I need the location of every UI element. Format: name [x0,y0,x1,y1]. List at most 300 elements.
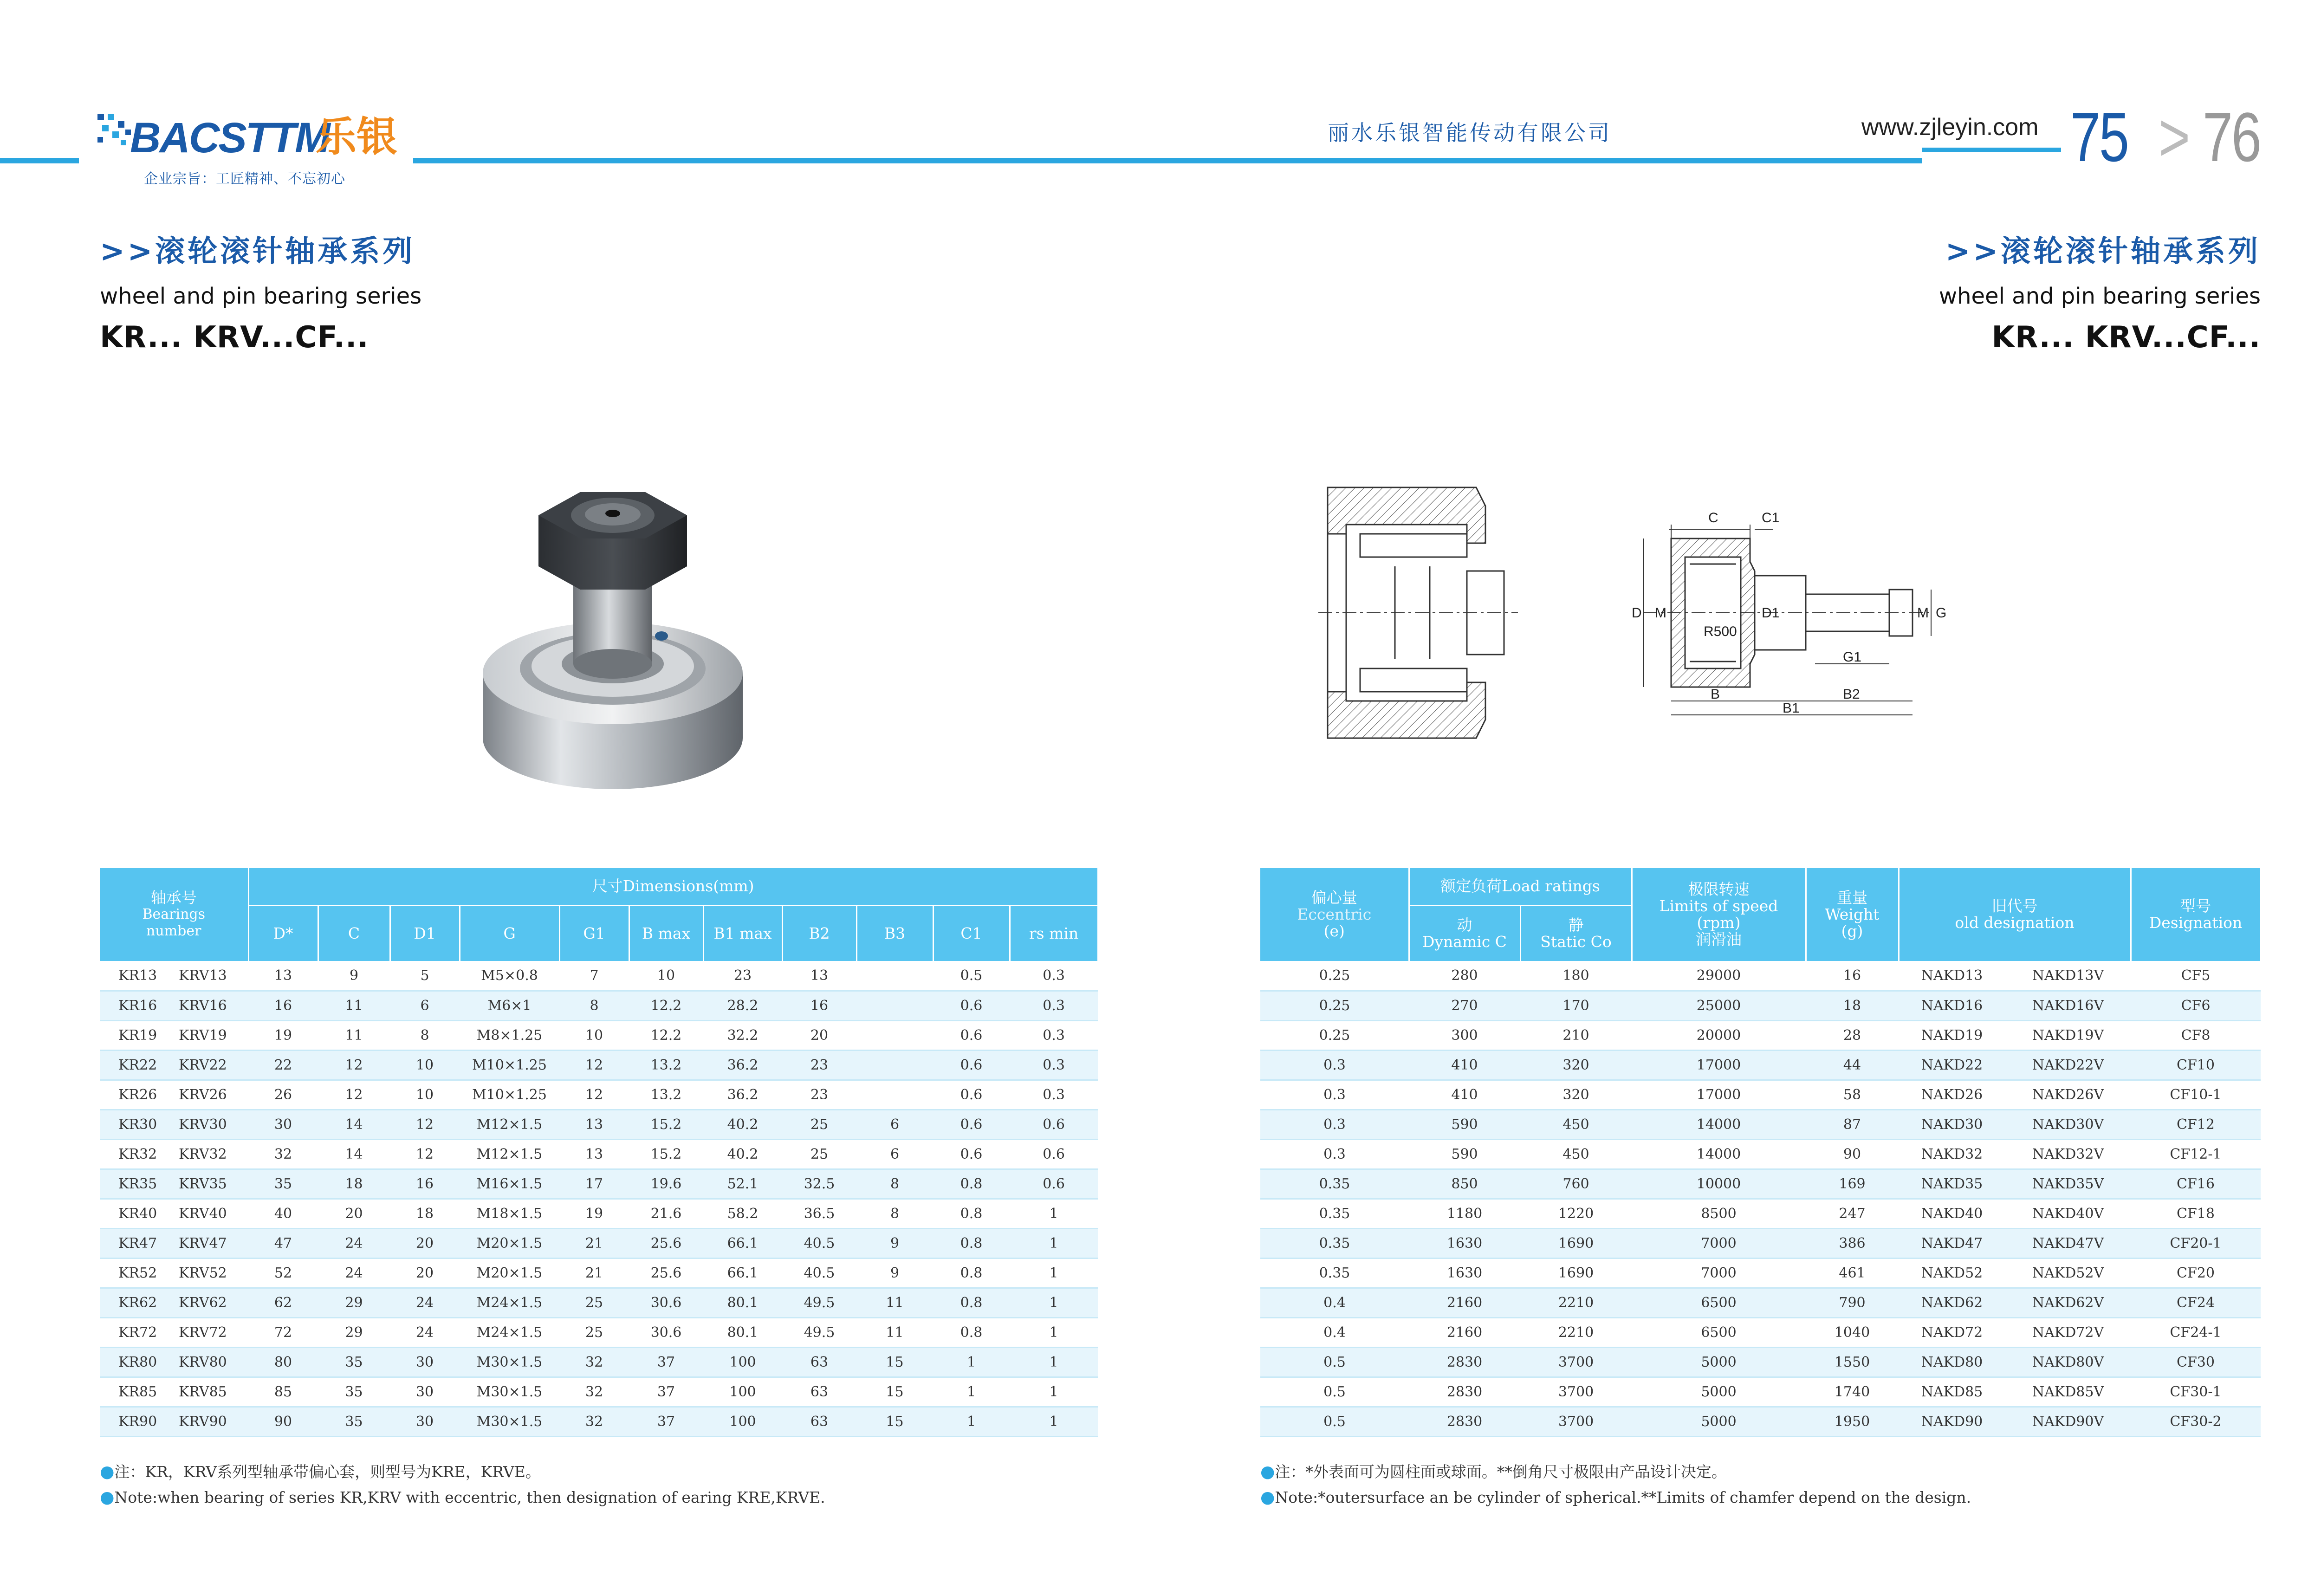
table-cell: 14 [318,1109,390,1139]
table-cell: 29 [318,1288,390,1317]
table-cell: NAKD30 [1899,1109,2005,1139]
table-cell: 18 [1806,991,1899,1020]
bearing-number-cell [100,1050,248,1080]
table-cell: NAKD22 [1899,1050,2005,1080]
table-cell: 40.2 [703,1109,782,1139]
table-row [1260,1377,2261,1407]
table-cell: 13 [248,961,318,991]
table-cell: 210 [1520,1020,1632,1050]
table-row [100,1317,1098,1347]
table-cell: 66.1 [703,1258,782,1288]
table-cell: 24 [318,1258,390,1288]
kr-number: KR90 [118,1413,157,1430]
krv-number: KRV22 [179,1057,227,1073]
table-row [1260,1139,2261,1169]
table-cell: 6 [856,1139,933,1169]
table-row [100,1288,1098,1317]
krv-number: KRV52 [179,1265,227,1281]
bearing-number-cell [100,1139,248,1169]
bearing-photo [464,478,761,817]
table-cell: NAKD32V [2005,1139,2131,1169]
table-cell: 410 [1409,1080,1520,1109]
table-cell: 1 [1010,1317,1098,1347]
table-cell: 40.5 [782,1258,856,1288]
table-cell: 1630 [1409,1228,1520,1258]
table-cell: 450 [1520,1139,1632,1169]
col-header-static [1520,905,1632,961]
note-right-en-text: Note:*outersurface an be cylinder of spherical.**Limits of chamfer depend on the design. [1275,1488,1971,1506]
table-cell: CF30-2 [2131,1407,2261,1436]
table-cell: 2160 [1409,1317,1520,1347]
table-cell: 11 [318,991,390,1020]
col-header-dim: B3 [856,905,933,961]
website: www.zjleyin.com [1861,114,2039,141]
table-cell: 2830 [1409,1377,1520,1407]
table-cell: 760 [1520,1169,1632,1199]
table-cell: 63 [782,1347,856,1377]
table-cell: 40.5 [782,1228,856,1258]
table-cell: 25 [559,1317,629,1347]
table-cell: 0.8 [933,1317,1010,1347]
table-row [100,1020,1098,1050]
bearing-number-cell [100,1109,248,1139]
table-cell: 10 [390,1050,460,1080]
table-cell: 40 [248,1199,318,1228]
col-header-dim: G [460,905,559,961]
kr-number: KR47 [118,1235,157,1252]
table-cell: 18 [390,1199,460,1228]
col-header-speed-unit: (rpm) [1697,914,1741,932]
table-cell: NAKD35 [1899,1169,2005,1199]
bearing-number-cell [100,1080,248,1109]
table-cell: 850 [1409,1169,1520,1199]
table-cell: 85 [248,1377,318,1407]
table-cell: 0.25 [1260,991,1409,1020]
table-cell: 17000 [1632,1080,1806,1109]
col-header-eccentric-unit: (e) [1323,922,1345,940]
table-cell: NAKD80 [1899,1347,2005,1377]
table-cell: 62 [248,1288,318,1317]
col-header-speed-en: Limits of speed [1659,897,1778,915]
table-cell: 18 [318,1169,390,1199]
technical-drawing [1318,478,2015,812]
col-header-dim: G1 [559,905,629,961]
table-cell: M10×1.25 [460,1050,559,1080]
table-cell: 270 [1409,991,1520,1020]
kr-number: KR32 [118,1146,157,1162]
table-cell: 2830 [1409,1347,1520,1377]
table-cell: 3700 [1520,1377,1632,1407]
header-rule-left [0,158,79,163]
table-cell: NAKD40 [1899,1199,2005,1228]
table-cell: CF5 [2131,961,2261,991]
table-cell: 410 [1409,1050,1520,1080]
table-cell: 5000 [1632,1407,1806,1436]
table-cell: 66.1 [703,1228,782,1258]
table-cell: 24 [390,1317,460,1347]
col-header-dim: rs min [1010,905,1098,961]
note-right-cn-text: 注：*外表面可为圆柱面或球面。**倒角尺寸极限由产品设计决定。 [1275,1463,1727,1481]
table-cell: 15 [856,1377,933,1407]
page-number-left: 75 [2070,98,2128,176]
col-header-dim: D1 [390,905,460,961]
kr-number: KR72 [118,1324,157,1341]
table-cell: 52 [248,1258,318,1288]
logo-cn: 乐银 [316,113,398,161]
table-cell [856,1080,933,1109]
table-cell: 0.3 [1260,1139,1409,1169]
kr-number: KR52 [118,1265,157,1281]
table-cell: 1690 [1520,1258,1632,1288]
kr-number: KR80 [118,1354,157,1370]
section-title-en-left: wheel and pin bearing series [100,283,422,309]
kr-number: KR62 [118,1294,157,1311]
section-models-left: KR... KRV...CF... [100,320,369,355]
bearing-number-cell [100,1377,248,1407]
bearing-number-cell [100,1407,248,1436]
table-cell: 87 [1806,1109,1899,1139]
table-cell: 7000 [1632,1228,1806,1258]
bearing-number-cell [100,1288,248,1317]
table-cell: 0.4 [1260,1317,1409,1347]
table-cell: NAKD90V [2005,1407,2131,1436]
table-cell: NAKD85V [2005,1377,2131,1407]
table-cell: 26 [248,1080,318,1109]
table-cell: 12 [390,1109,460,1139]
col-header-model-en: Designation [2149,914,2243,932]
table-cell: NAKD13 [1899,961,2005,991]
table-cell: NAKD26V [2005,1080,2131,1109]
bearing-number-cell [100,1169,248,1199]
table-cell: 35 [318,1407,390,1436]
table-cell: 790 [1806,1288,1899,1317]
table-cell: 23 [703,961,782,991]
table-cell: 36.2 [703,1050,782,1080]
table-cell: 2830 [1409,1407,1520,1436]
table-cell: 23 [782,1080,856,1109]
table-cell: CF24-1 [2131,1317,2261,1347]
table-cell: NAKD47V [2005,1228,2131,1258]
table-cell: NAKD40V [2005,1199,2131,1228]
table-cell: 15.2 [629,1139,703,1169]
dimensions-table [100,868,1099,1437]
table-cell: 12 [559,1050,629,1080]
table-cell: 30.6 [629,1288,703,1317]
table-cell: 0.6 [933,1139,1010,1169]
kr-number: KR40 [118,1205,157,1222]
krv-number: KRV90 [179,1413,227,1430]
table-cell: 30.6 [629,1317,703,1347]
table-cell: NAKD52V [2005,1258,2131,1288]
col-header-load: 额定负荷Load ratings [1409,868,1632,905]
table-cell: 320 [1520,1080,1632,1109]
table-cell: 35 [318,1377,390,1407]
table-cell: CF18 [2131,1199,2261,1228]
table-cell: 1 [933,1377,1010,1407]
table-cell: 6 [856,1109,933,1139]
table-cell: M5×0.8 [460,961,559,991]
drawing-label-B1: B1 [1783,701,1800,716]
table-row [1260,1169,2261,1199]
drawing-label-D1: D1 [1762,605,1780,621]
col-header-static-en: Static Co [1540,932,1612,951]
table-cell: 450 [1520,1109,1632,1139]
table-cell: NAKD72 [1899,1317,2005,1347]
table-cell: 0.5 [933,961,1010,991]
table-cell: CF20 [2131,1258,2261,1288]
table-cell: CF10-1 [2131,1080,2261,1109]
table-cell: 12.2 [629,991,703,1020]
table-cell: NAKD80V [2005,1347,2131,1377]
kr-number: KR85 [118,1383,157,1400]
table-row [100,1169,1098,1199]
table-cell: NAKD72V [2005,1317,2131,1347]
table-cell: 90 [248,1407,318,1436]
table-cell: 32 [559,1377,629,1407]
table-cell: 0.3 [1260,1080,1409,1109]
drawing-label-D: D [1632,605,1642,621]
kr-number: KR19 [118,1027,157,1044]
table-cell: 30 [390,1347,460,1377]
table-cell: 1220 [1520,1199,1632,1228]
kr-number: KR30 [118,1116,157,1133]
col-header-dynamic [1409,905,1520,961]
table-row [100,1258,1098,1288]
table-cell: 0.6 [1010,1109,1098,1139]
table-cell: 37 [629,1407,703,1436]
table-cell: NAKD90 [1899,1407,2005,1436]
table-cell: 5000 [1632,1377,1806,1407]
table-cell: 16 [782,991,856,1020]
table-cell: 28.2 [703,991,782,1020]
table-cell: 100 [703,1407,782,1436]
table-row [100,1407,1098,1436]
table-cell: CF10 [2131,1050,2261,1080]
table-cell: 25000 [1632,991,1806,1020]
table-cell: M16×1.5 [460,1169,559,1199]
table-cell: 5 [390,961,460,991]
drawing-label-B2: B2 [1843,687,1860,702]
table-row [1260,1020,2261,1050]
col-header-eccentric-cn: 偏心量 [1311,889,1357,907]
table-cell: 100 [703,1377,782,1407]
table-cell: M18×1.5 [460,1199,559,1228]
table-cell: 0.6 [933,1050,1010,1080]
table-cell: 35 [318,1347,390,1377]
left-table-subheader [100,905,1098,961]
table-cell: M10×1.25 [460,1080,559,1109]
section-title-en-right: wheel and pin bearing series [1938,283,2261,309]
table-cell: 0.6 [1010,1139,1098,1169]
page-number-right: 76 [2203,98,2260,176]
bearing-number-cell [100,1020,248,1050]
col-header-bearing-en1: Bearings [142,906,206,922]
table-cell: 30 [248,1109,318,1139]
table-cell: 0.8 [933,1199,1010,1228]
table-cell: NAKD16 [1899,991,2005,1020]
table-cell: 49.5 [782,1288,856,1317]
table-cell: 72 [248,1317,318,1347]
table-cell: 386 [1806,1228,1899,1258]
col-header-speed-cn: 极限转速 [1688,880,1750,898]
col-header-eccentric [1260,868,1409,961]
table-cell: 0.3 [1010,1020,1098,1050]
table-cell: 11 [856,1317,933,1347]
krv-number: KRV19 [179,1027,227,1044]
table-cell [856,961,933,991]
table-row [100,1050,1098,1080]
table-cell: 0.5 [1260,1377,1409,1407]
table-cell: M12×1.5 [460,1139,559,1169]
table-cell: 2160 [1409,1288,1520,1317]
table-cell: 0.6 [1010,1169,1098,1199]
table-cell: 9 [856,1258,933,1288]
krv-number: KRV85 [179,1383,227,1400]
table-cell: 0.25 [1260,961,1409,991]
table-cell: 28 [1806,1020,1899,1050]
table-cell: 29000 [1632,961,1806,991]
table-cell: 8 [856,1169,933,1199]
table-cell: M20×1.5 [460,1258,559,1288]
table-cell: 63 [782,1377,856,1407]
table-cell: 80.1 [703,1317,782,1347]
table-row [1260,1199,2261,1228]
note-left-cn: ●注：KR，KRV系列型轴承带偏心套，则型号为KRE，KRVE。 [100,1462,541,1481]
table-row [100,1228,1098,1258]
table-cell: CF20-1 [2131,1228,2261,1258]
table-cell: NAKD85 [1899,1377,2005,1407]
table-cell: CF16 [2131,1169,2261,1199]
table-cell: 8 [856,1199,933,1228]
col-header-weight-unit: (g) [1841,922,1863,940]
table-cell: NAKD52 [1899,1258,2005,1288]
table-cell: 32.2 [703,1020,782,1050]
table-cell: 0.3 [1010,991,1098,1020]
table-cell: 15 [856,1347,933,1377]
table-cell: NAKD35V [2005,1169,2131,1199]
table-cell: 1740 [1806,1377,1899,1407]
table-cell: 47 [248,1228,318,1258]
brand-logo [93,104,399,188]
col-header-bearing [100,868,248,961]
col-header-dynamic-cn: 动 [1457,915,1472,934]
col-header-weight-cn: 重量 [1837,889,1867,907]
drawing-label-M-right: M [1917,605,1929,621]
table-row [1260,1228,2261,1258]
col-header-dim: D* [248,905,318,961]
table-cell: 0.35 [1260,1228,1409,1258]
table-cell: 14000 [1632,1109,1806,1139]
table-cell: 1 [1010,1377,1098,1407]
table-cell: 12 [559,1080,629,1109]
col-header-speed [1632,868,1806,961]
table-cell: 63 [782,1407,856,1436]
table-cell: CF12-1 [2131,1139,2261,1169]
table-row [1260,1050,2261,1080]
section-title-cn-right: >>滚轮滚针轴承系列 [1945,234,2261,269]
table-cell: 1 [1010,1347,1098,1377]
table-cell: CF8 [2131,1020,2261,1050]
table-cell: 12 [318,1080,390,1109]
table-cell: CF30-1 [2131,1377,2261,1407]
table-cell: 19.6 [629,1169,703,1199]
bearing-number-cell [100,1228,248,1258]
table-cell: 14 [318,1139,390,1169]
table-row [100,1139,1098,1169]
table-cell: 1550 [1806,1347,1899,1377]
table-cell: 36.2 [703,1080,782,1109]
table-cell: M6×1 [460,991,559,1020]
col-header-weight [1806,868,1899,961]
table-cell: 21.6 [629,1199,703,1228]
table-cell: 0.3 [1010,961,1098,991]
table-cell: 7 [559,961,629,991]
table-cell: 1040 [1806,1317,1899,1347]
col-header-old-cn: 旧代号 [1991,897,2038,915]
table-row [100,1347,1098,1377]
table-cell: 1630 [1409,1258,1520,1288]
drawing-label-C1: C1 [1762,510,1780,526]
krv-number: KRV13 [179,967,227,984]
table-cell: M12×1.5 [460,1109,559,1139]
table-cell: 20 [318,1199,390,1228]
table-cell: 40.2 [703,1139,782,1169]
col-header-static-cn: 静 [1568,915,1584,934]
table-row [100,961,1098,991]
kr-number: KR16 [118,997,157,1014]
table-cell: 20000 [1632,1020,1806,1050]
table-cell: 0.3 [1010,1080,1098,1109]
krv-number: KRV35 [179,1175,227,1192]
bearing-number-cell [100,961,248,991]
table-cell: 32.5 [782,1169,856,1199]
table-cell: NAKD32 [1899,1139,2005,1169]
table-cell: 58.2 [703,1199,782,1228]
table-cell: 52.1 [703,1169,782,1199]
table-cell: NAKD26 [1899,1080,2005,1109]
table-cell: 0.8 [933,1228,1010,1258]
table-cell: 0.25 [1260,1020,1409,1050]
col-header-dim: B max [629,905,703,961]
note-left-en-text: Note:when bearing of series KR,KRV with eccentric, then designation of earing KRE,KRVE. [114,1488,825,1506]
table-cell: NAKD30V [2005,1109,2131,1139]
col-header-bearing-cn: 轴承号 [150,889,197,907]
table-cell: 0.8 [933,1169,1010,1199]
table-cell: 17000 [1632,1050,1806,1080]
table-cell: CF24 [2131,1288,2261,1317]
table-cell: NAKD19 [1899,1020,2005,1050]
table-cell: 11 [318,1020,390,1050]
table-cell: 0.5 [1260,1347,1409,1377]
table-cell: 49.5 [782,1317,856,1347]
table-cell: 1 [1010,1258,1098,1288]
table-row [1260,1407,2261,1436]
page-separator: > [2159,98,2191,176]
table-cell: NAKD62V [2005,1288,2131,1317]
table-cell: 1 [1010,1228,1098,1258]
table-cell: 6 [390,991,460,1020]
table-cell: 0.8 [933,1258,1010,1288]
drawing-label-B: B [1711,687,1720,702]
table-cell: 1950 [1806,1407,1899,1436]
table-cell: 25.6 [629,1228,703,1258]
table-cell: NAKD16V [2005,991,2131,1020]
table-cell: 23 [782,1050,856,1080]
drawing-label-G1: G1 [1843,649,1862,665]
table-cell: 32 [559,1347,629,1377]
table-row [100,1080,1098,1109]
col-header-dynamic-en: Dynamic C [1422,932,1507,951]
